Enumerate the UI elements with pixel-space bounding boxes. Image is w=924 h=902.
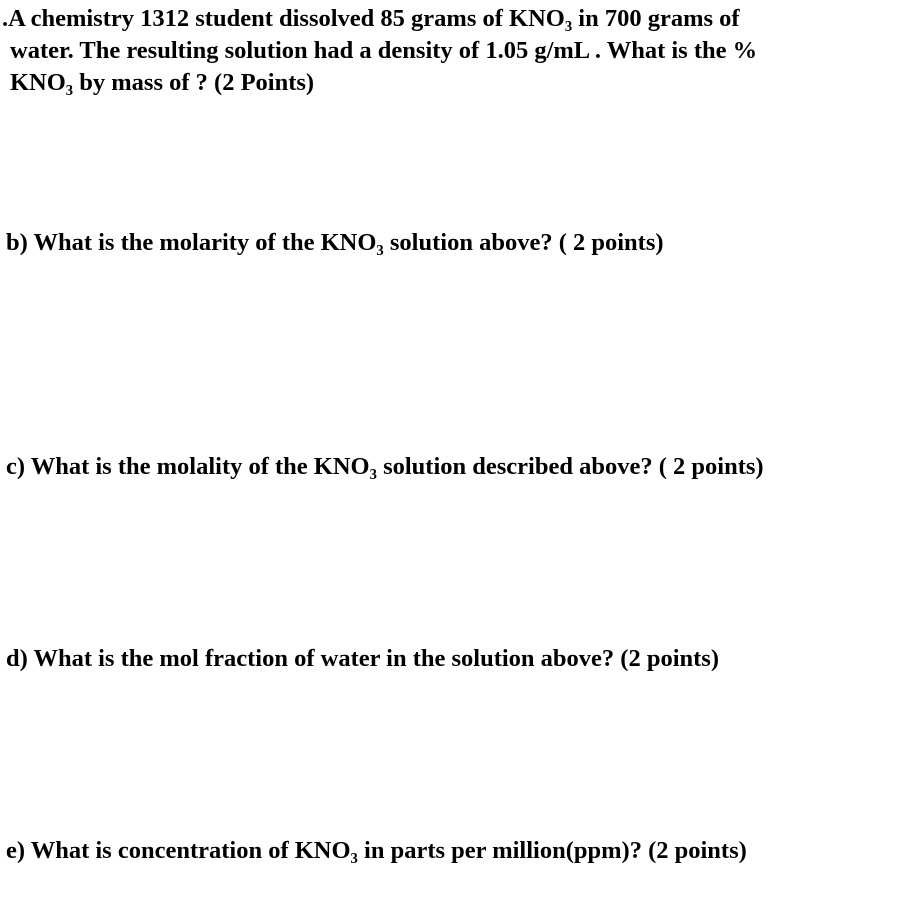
question-a xyxy=(2,3,757,99)
question-c: c) What is the molality of the KNO₃ solution described above? ( 2 points) xyxy=(6,453,764,480)
question-e: e) What is concentration of KNO₃ in parts per million(ppm)? (2 points) xyxy=(6,837,747,864)
question-d: d) What is the mol fraction of water in the solution above? (2 points) xyxy=(6,645,720,672)
question-a-line-1: .A chemistry 1312 student dissolved 85 grams of KNO₃ in 700 grams of xyxy=(2,5,740,32)
question-b: b) What is the molarity of the KNO₃ solution above? ( 2 points) xyxy=(6,229,664,256)
question-a-line-2: water. The resulting solution had a density of 1.05 g/mL . What is the % xyxy=(10,37,758,64)
question-a-line-3: KNO₃ by mass of ? (2 Points) xyxy=(10,69,315,96)
